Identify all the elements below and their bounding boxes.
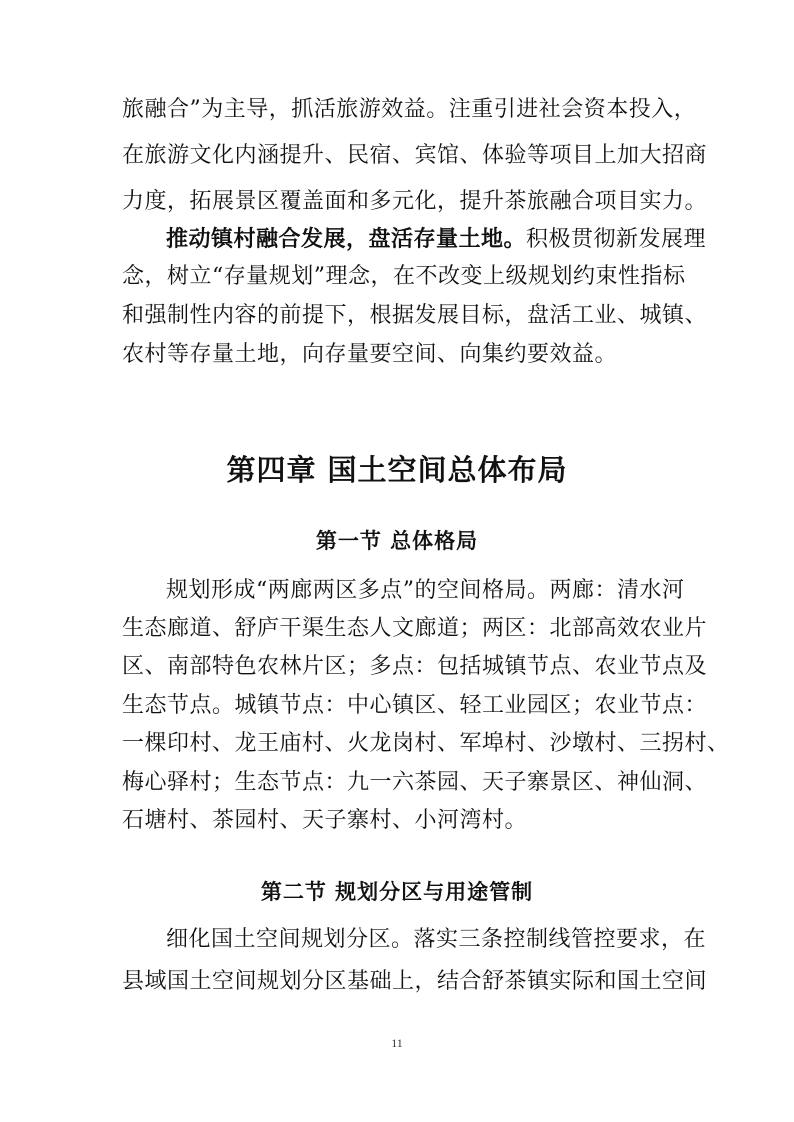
section-1-line-6: 梅心驿村；生态节点：九一六茶园、天子寨景区、神仙洞、 [122,770,708,795]
section-1-line-7: 石塘村、茶园村、天子寨村、小河湾村。 [122,808,528,833]
section-2-line-1: 细化国土空间规划分区。落实三条控制线管控要求，在 [166,927,707,952]
section-1-line-2: 生态廊道、舒庐干渠生态人文廊道；两区：北部高效农业片 [122,616,708,641]
section-1-line-4: 生态节点。城镇节点：中心镇区、轻工业园区；农业节点： [122,693,708,718]
section-1-line-5: 一棵印村、龙王庙村、火龙岗村、军埠村、沙墩村、三拐村、 [122,731,730,756]
paragraph-2-lead: 推动镇村融合发展，盘活存量土地。 [166,226,527,252]
paragraph-2-line-1 [166,224,707,255]
section-1-line-3: 区、南部特色农林片区；多点：包括城镇节点、农业节点及 [122,654,708,679]
paragraph-2-line-4: 农村等存量土地，向存量要空间、向集约要效益。 [122,342,618,367]
paragraph-1-line-3: 力度，拓展景区覆盖面和多元化，提升茶旅融合项目实力。 [122,189,708,214]
section-2-line-2: 县域国土空间规划分区基础上，结合舒茶镇实际和国土空间 [122,969,708,994]
section-1-line-1: 规划形成“两廊两区多点”的空间格局。两廊：清水河 [166,578,685,603]
paragraph-1-line-2: 在旅游文化内涵提升、民宿、宾馆、体验等项目上加大招商 [122,143,708,168]
paragraph-1-line-1: 旅融合”为主导，抓活旅游效益。注重引进社会资本投入， [122,97,697,122]
paragraph-2-line-3: 和强制性内容的前提下，根据发展目标，盘活工业、城镇、 [122,303,708,328]
paragraph-2-first-line-rest: 积极贯彻新发展理 [526,227,707,252]
section-2-title: 第二节 规划分区与用途管制 [260,879,534,904]
page-number: 11 [391,1036,403,1050]
chapter-title: 第四章 国土空间总体布局 [226,453,568,487]
section-1-title: 第一节 总体格局 [315,528,479,553]
paragraph-2-line-2: 念，树立“存量规划”理念，在不改变上级规划约束性指标 [122,264,686,289]
